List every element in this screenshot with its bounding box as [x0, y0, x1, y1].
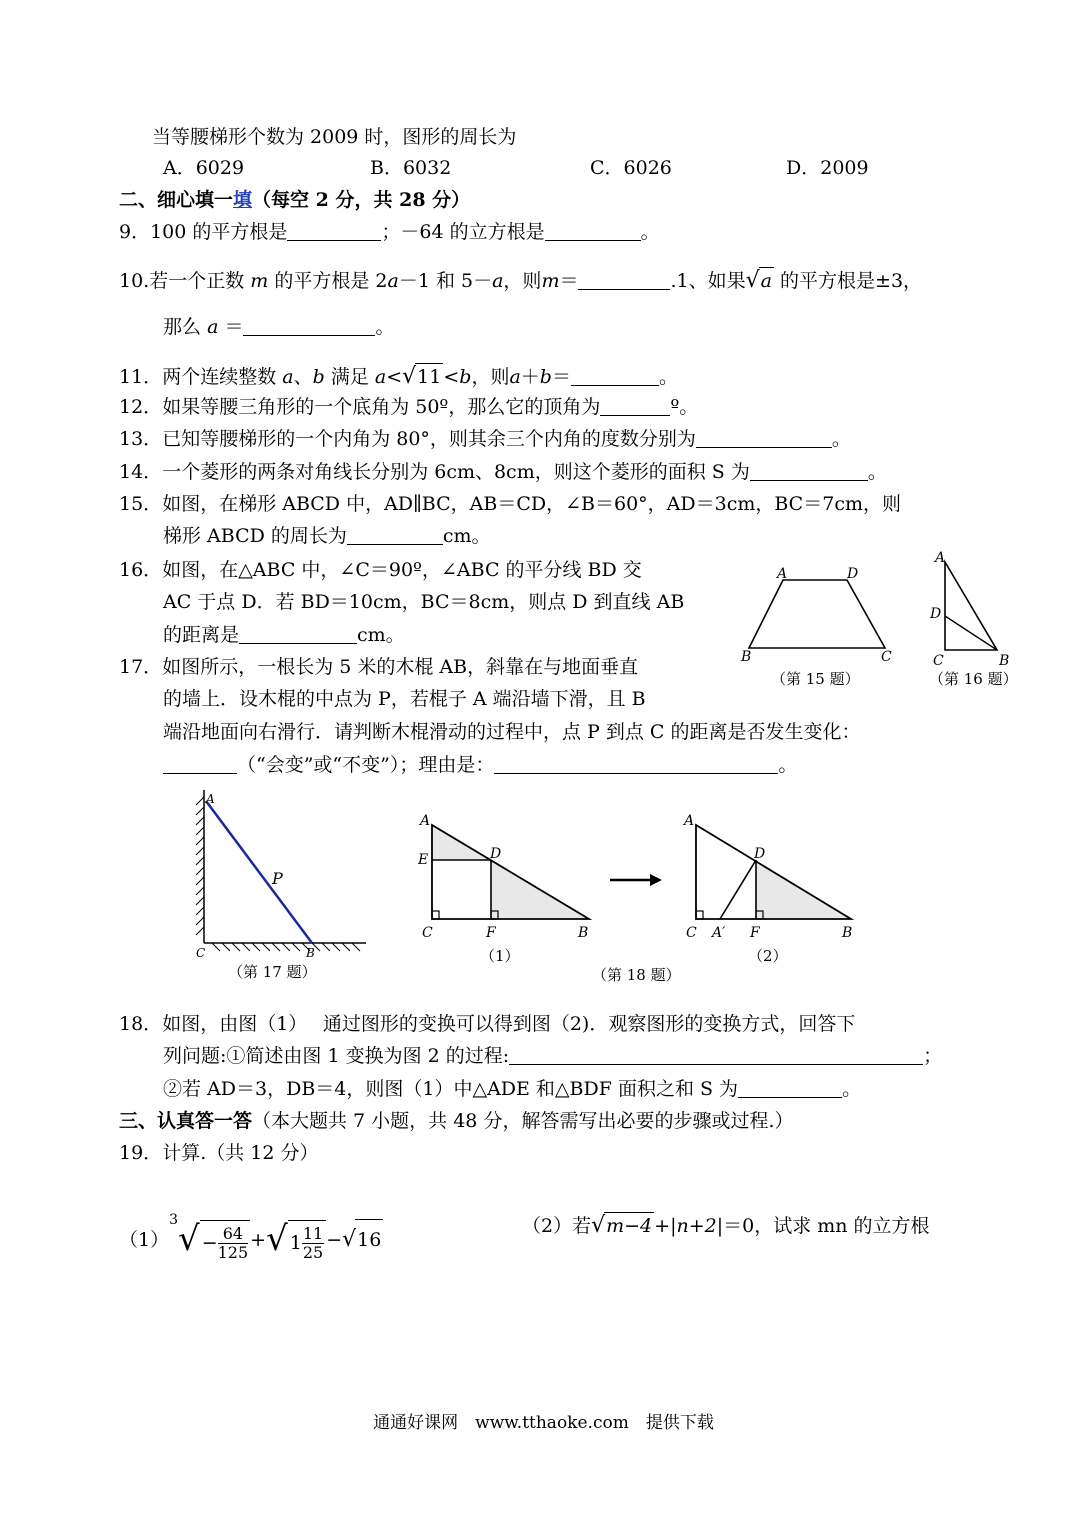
fig18-2-label-c: C	[686, 925, 697, 941]
fig18-2-label-a-prime: A′	[712, 925, 726, 941]
fig16-label-a: A	[935, 550, 946, 566]
q18-line2-a: 列问题:①简述由图 1 变换为图 2 的过程:	[163, 1045, 510, 1067]
q16-num: 16．	[119, 559, 163, 581]
fig15-trapezoid	[749, 580, 885, 648]
fig18-2-label-d: D	[754, 846, 766, 862]
fig16-label-c: C	[933, 653, 944, 669]
q14-blank[interactable]	[750, 460, 868, 481]
fig17-caption: （第 17 题）	[228, 963, 317, 981]
q17-line4	[163, 752, 797, 778]
figure-18-2	[672, 805, 872, 970]
q19-p2-radical: √	[591, 1213, 606, 1238]
q8-stem: 当等腰梯形个数为 2009 时，图形的周长为	[152, 126, 517, 148]
q10-text-a: 若一个正数	[149, 270, 245, 292]
q19-part1	[119, 1200, 383, 1263]
q14	[119, 459, 887, 485]
section2-title	[119, 187, 470, 213]
fig15-label-b: B	[741, 649, 752, 665]
q10-eq: ＝	[559, 270, 579, 292]
q12-text: 如果等腰三角形的一个底角为 50º，那么它的顶角为	[162, 396, 601, 418]
q13-end: 。	[831, 428, 851, 450]
q10-radical-sign: √	[745, 268, 760, 293]
q10-blank-1[interactable]	[578, 269, 670, 290]
section3-title-text: 三、认真答一答	[119, 1110, 253, 1132]
q10-line2-end: 。	[375, 316, 395, 338]
q19-p1-plus: +	[250, 1229, 267, 1251]
q12-num: 12．	[119, 396, 163, 418]
q19-p2-rest: ＝0，试求 mn 的立方根	[723, 1215, 930, 1237]
q16-blank[interactable]	[239, 623, 357, 644]
q10-radicand: a	[759, 267, 774, 294]
q15-line1	[119, 491, 901, 517]
q17-blank-1[interactable]	[163, 753, 237, 774]
fig17-ground-hatching	[212, 943, 360, 951]
q17-line1-text: 如图所示，一根长为 5 米的木棍 AB，斜靠在与地面垂直	[162, 656, 639, 678]
q19-num: 19．	[119, 1142, 163, 1164]
q18-num: 18．	[119, 1013, 163, 1035]
q19-p1-label: （1）	[119, 1229, 170, 1251]
q9	[119, 219, 660, 245]
q9-text-a: 100 的平方根是	[150, 221, 288, 243]
q14-text: 一个菱形的两条对角线长分别为 6cm、8cm，则这个菱形的面积 S 为	[162, 461, 750, 483]
q10-text-g: 的平方根是±3，	[780, 270, 923, 292]
q11-lt2: <	[443, 366, 460, 388]
q11-lt: <	[386, 366, 403, 388]
q18-line3	[163, 1076, 861, 1102]
q11-plus: ＋	[520, 366, 540, 388]
q17-num: 17．	[119, 656, 163, 678]
fig17-label-c: C	[196, 946, 206, 960]
fig16-label-b: B	[999, 653, 1010, 669]
q15-line2-a: 梯形 ABCD 的周长为	[163, 525, 347, 547]
q18-line1	[119, 1011, 855, 1037]
q13-blank[interactable]	[696, 427, 832, 448]
section2-title-link[interactable]: 填	[233, 189, 253, 211]
q10-line2-eq: ＝	[224, 316, 244, 338]
q10-blank-2[interactable]	[243, 315, 375, 336]
fig18-caption: （第 18 题）	[592, 966, 681, 984]
arrow-icon	[608, 872, 664, 888]
q14-end: 。	[867, 461, 887, 483]
fig18-2-subcaption: （2）	[748, 947, 788, 965]
q15-line1-text: 如图，在梯形 ABCD 中，AD∥BC，AB＝CD，∠B＝60°，AD＝3cm，BC＝7cm，则	[162, 493, 901, 515]
q11-var-b2: b	[459, 366, 472, 388]
q19-p1-radical-3: √	[342, 1227, 357, 1252]
q16-line1-text: 如图，在△ABC 中，∠C＝90º，∠ABC 的平分线 BD 交	[162, 559, 642, 581]
q17-line2: 的墙上．设木棍的中点为 P，若棍子 A 端沿墙下滑，且 B	[163, 688, 646, 710]
q11-var-b3: b	[539, 366, 552, 388]
q11-num: 11．	[119, 366, 163, 388]
q19-p1-root-index: 3	[169, 1212, 179, 1228]
q8-option-c: C．6026	[590, 157, 672, 179]
q16-line3-a: 的距离是	[163, 624, 240, 646]
q11-text-b: 满足	[330, 366, 369, 388]
q11-eq: ＝	[551, 366, 571, 388]
q11-radical-sign: √	[402, 364, 417, 389]
q17-line3: 端沿地面向右滑行．请判断木棍滑动的过程中，点 P 到点 C 的距离是否发生变化：	[163, 721, 861, 743]
q17-line1	[119, 654, 638, 680]
q19-p1-fraction-1	[218, 1225, 249, 1262]
q19-p2-abs: |n+2|	[670, 1215, 724, 1237]
fig18-1-label-d: D	[490, 846, 502, 862]
q18-line1-text: 如图，由图（1） 通过图形的变换可以得到图（2)．观察图形的变换方式，回答下	[162, 1013, 856, 1035]
fig18-1-label-b: B	[578, 925, 589, 941]
q14-num: 14．	[119, 461, 163, 483]
q10-text-c: －1 和 5－	[398, 270, 493, 292]
q19-p1-fraction-2	[302, 1225, 324, 1262]
q15-blank[interactable]	[347, 524, 443, 545]
q19-p1-den: 125	[217, 1243, 249, 1262]
q10-line2	[163, 314, 394, 340]
q16-line2: AC 于点 D．若 BD＝10cm，BC＝8cm，则点 D 到直线 AB	[163, 591, 685, 613]
q13-num: 13．	[119, 428, 163, 450]
figure-18-1	[410, 805, 610, 970]
fig18-1-label-a: A	[420, 813, 431, 829]
q18-line3-a: ②若 AD＝3，DB＝4，则图（1）中△ADE 和△BDF 面积之和 S 为	[163, 1078, 739, 1100]
q8-option-d: D．2009	[786, 157, 869, 179]
q10-text-f: .1、如果	[670, 270, 746, 292]
q11-blank[interactable]	[571, 365, 659, 386]
fig18-1-label-c: C	[422, 925, 433, 941]
q19-p1-minus: −	[201, 1231, 218, 1254]
q10-text-b: 的平方根是 2	[274, 270, 388, 292]
fig18-1-label-e: E	[418, 852, 429, 868]
q18-line2	[163, 1043, 942, 1069]
q10-text-d: ，则	[503, 270, 542, 292]
q19-p1-radicand-1	[200, 1220, 250, 1263]
fig18-1-subcaption: （1）	[480, 947, 520, 965]
figure-15	[735, 560, 895, 695]
q8-option-a: A．6029	[163, 157, 245, 179]
q19-p1-radical-2: √	[266, 1219, 288, 1259]
q9-text-b: ；－64 的立方根是	[381, 221, 545, 243]
fig16-triangle	[945, 562, 997, 650]
q17-blank-2[interactable]	[494, 753, 778, 774]
q10-line2-a: 那么	[163, 316, 202, 338]
q18-line3-b: 。	[842, 1078, 862, 1100]
section3-title	[119, 1108, 793, 1134]
q9-end: 。	[640, 221, 660, 243]
q16-line1	[119, 557, 642, 583]
q16-line3-b: cm。	[357, 624, 405, 646]
q8-option-b: B．6032	[370, 157, 452, 179]
q10-var-a: a	[387, 270, 399, 292]
fig17-stick-ab	[206, 801, 312, 943]
q10	[119, 267, 922, 294]
fig17-label-b: B	[306, 946, 315, 960]
q12-blank[interactable]	[600, 395, 670, 416]
q17-line4-b: 。	[778, 754, 798, 776]
q11-var-a: a	[282, 366, 294, 388]
q11-var-a3: a	[509, 366, 521, 388]
fig16-label-d: D	[930, 606, 942, 622]
q9-blank-2[interactable]	[545, 220, 641, 241]
q15-line2-b: cm。	[442, 525, 491, 547]
q12-end: º。	[670, 396, 699, 418]
q10-num: 10.	[119, 270, 150, 292]
q19-p2-radicand: m−4	[604, 1212, 654, 1239]
fig15-label-d: D	[847, 566, 859, 582]
q18-blank-2[interactable]	[738, 1077, 842, 1098]
q10-line2-var: a	[207, 316, 219, 338]
fig16-caption: （第 16 题）	[929, 670, 1018, 688]
q19-p1-num2: 11	[302, 1224, 324, 1243]
fig18-1-label-f: F	[486, 925, 496, 941]
q11-text-a: 两个连续整数	[162, 366, 277, 388]
q11-end: 。	[658, 366, 678, 388]
fig18-2-label-f: F	[750, 925, 760, 941]
q19-p1-radicand-2	[288, 1220, 326, 1263]
q19-text: 计算.（共 12 分）	[162, 1142, 319, 1164]
q13-text: 已知等腰梯形的一个内角为 80°，则其余三个内角的度数分别为	[162, 428, 696, 450]
q11-var-b: b	[312, 366, 325, 388]
q12	[119, 394, 698, 420]
fig15-caption: （第 15 题）	[771, 670, 860, 688]
fig17-label-p: P	[272, 869, 283, 888]
q10-var-m: m	[250, 270, 269, 292]
fig15-label-c: C	[881, 649, 892, 665]
footer-text: 通通好课网 www.tthaoke.com 提供下载	[373, 1413, 714, 1433]
q11-radicand: 11	[415, 363, 443, 390]
q18-line2-b: ；	[923, 1045, 943, 1067]
section2-title-a: 二、细心填一	[119, 189, 234, 211]
q10-var-m2: m	[541, 270, 560, 292]
q19	[119, 1140, 318, 1166]
fig17-wall-hatching	[196, 797, 204, 935]
fig18-2-label-a: A	[684, 813, 695, 829]
q9-num: 9．	[119, 221, 151, 243]
q19-p1-radicand-3: 16	[355, 1219, 383, 1260]
section3-note: （本大题共 7 小题，共 48 分，解答需写出必要的步骤或过程.）	[252, 1110, 794, 1132]
q19-p1-radical-1: √	[178, 1219, 200, 1259]
q11-text-c: ，则	[471, 366, 510, 388]
q13	[119, 426, 851, 452]
q10-var-a2: a	[492, 270, 504, 292]
fig18-2-label-b: B	[842, 925, 853, 941]
q15-num: 15．	[119, 493, 163, 515]
q15-line2	[163, 523, 491, 549]
fig15-label-a: A	[777, 566, 788, 582]
q19-part2	[522, 1212, 930, 1239]
q19-p2-label: （2）若	[522, 1215, 592, 1237]
section2-title-b: （每空 2 分，共 28 分）	[252, 189, 471, 211]
figure-17	[190, 785, 380, 985]
q18-blank-1[interactable]	[509, 1044, 923, 1065]
q9-blank-1[interactable]	[287, 220, 381, 241]
fig18-2-right-angle-c	[696, 911, 703, 919]
fig16-bisector-bd	[945, 616, 997, 650]
q19-p1-num: 64	[218, 1225, 249, 1244]
fig18-1-right-angle-c	[432, 911, 439, 919]
q11	[119, 363, 678, 390]
q19-p1-minus2: −	[326, 1229, 343, 1251]
figure-16	[925, 548, 1035, 693]
q11-var-a2: a	[374, 366, 387, 388]
q16-line3	[163, 622, 405, 648]
fig18-2-da-prime	[720, 860, 756, 919]
q19-p1-whole: 1	[289, 1231, 302, 1254]
q19-p1-den2: 25	[302, 1243, 324, 1262]
q11-sep: 、	[293, 366, 313, 388]
fig17-label-a: A	[206, 792, 215, 806]
q17-line4-a: （“会变”或“不变”）；理由是：	[237, 754, 495, 776]
q19-p2-plus: +	[654, 1215, 671, 1237]
